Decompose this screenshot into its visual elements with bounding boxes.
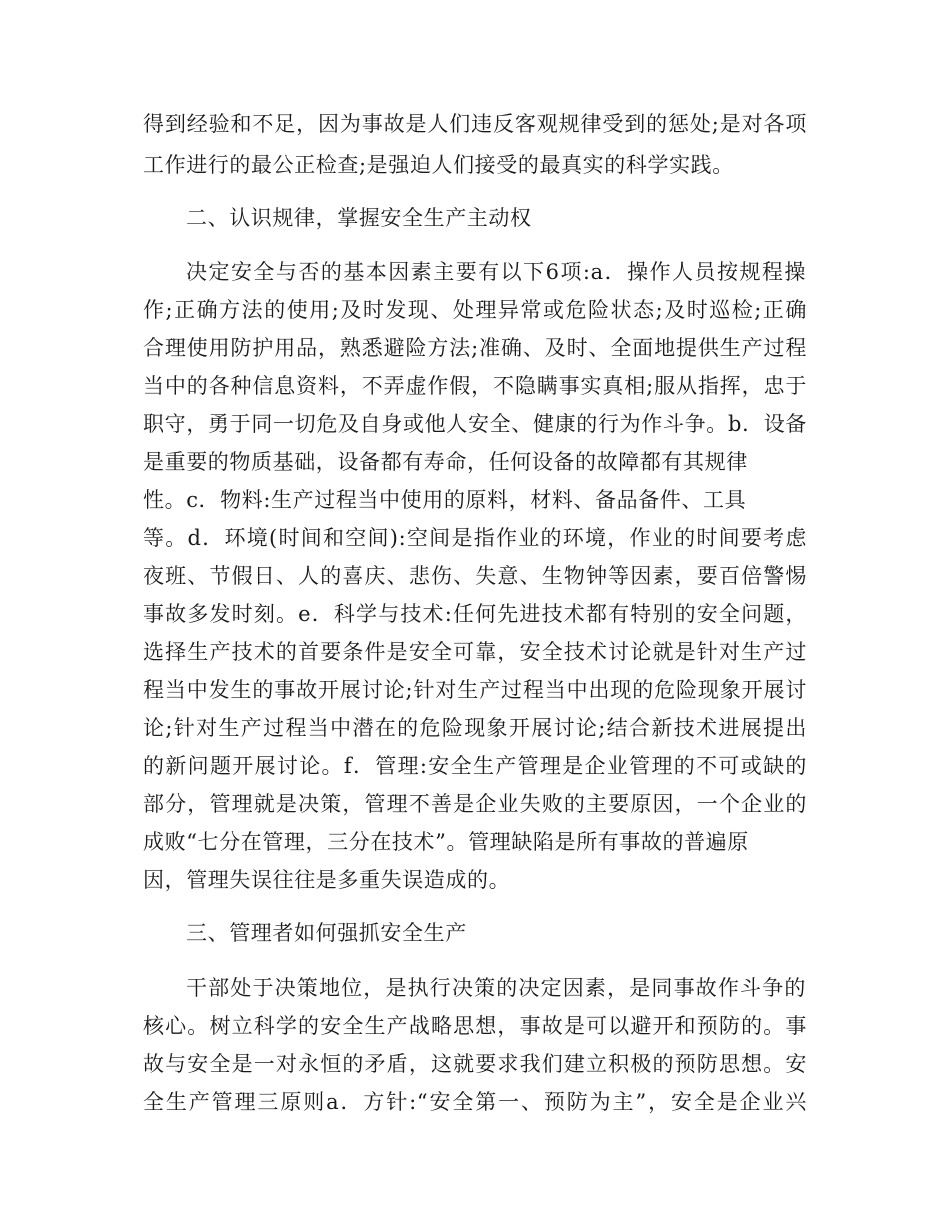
paragraph-line: 因，管理失误往往是多重失误造成的。 (143, 868, 511, 892)
paragraph-line: 是重要的物质基础，设备都有寿命，任何设备的故障都有其规律 (143, 450, 748, 474)
paragraph-line: 选择生产技术的首要条件是安全可靠，安全技术讨论就是针对生产过 (143, 640, 807, 664)
paragraph-line: 核心。树立科学的安全生产战略思想，事故是可以避开和预防的。事 (143, 1014, 807, 1038)
paragraph-line: 论;针对生产过程当中潜在的危险现象开展讨论;结合新技术进展提出 (143, 716, 807, 740)
paragraph-line: 工作进行的最公正检查;是强迫人们接受的最真实的科学实践。 (143, 153, 734, 177)
paragraph-line: 成败“七分在管理，三分在技术”。管理缺陷是所有事故的普遍原 (143, 830, 749, 854)
paragraph-line: 全生产管理三原则a．方针:“安全第一、预防为主”，安全是企业兴 (143, 1090, 807, 1114)
section-heading: 三、管理者如何强抓安全生产 (186, 921, 467, 945)
paragraph-line: 作;正确方法的使用;及时发现、处理异常或危险状态;及时巡检;正确 (143, 298, 807, 322)
paragraph-line: 程当中发生的事故开展讨论;针对生产过程当中出现的危险现象开展讨 (143, 678, 807, 702)
paragraph-line: 等。d．环境(时间和空间):空间是指作业的环境，作业的时间要考虑 (143, 526, 807, 550)
paragraph-line: 事故多发时刻。e．科学与技术:任何先进技术都有特别的安全问题， (143, 602, 807, 626)
paragraph-line: 当中的各种信息资料，不弄虚作假，不隐瞒事实真相;服从指挥，忠于 (143, 374, 807, 398)
paragraph-line: 部分，管理就是决策，管理不善是企业失败的主要原因，一个企业的 (143, 792, 807, 816)
paragraph-line: 得到经验和不足，因为事故是人们违反客观规律受到的惩处;是对各项 (143, 112, 807, 136)
paragraph-line: 夜班、节假日、人的喜庆、悲伤、失意、生物钟等因素，要百倍警惕 (143, 564, 807, 588)
section-heading: 二、认识规律，掌握安全生产主动权 (186, 206, 532, 230)
paragraph-line: 的新问题开展讨论。f．管理:安全生产管理是企业管理的不可或缺的 (143, 754, 807, 778)
paragraph-line: 决定安全与否的基本因素主要有以下6项:a．操作人员按规程操 (186, 260, 806, 284)
paragraph-line: 干部处于决策地位，是执行决策的决定因素，是同事故作斗争的 (186, 976, 806, 1000)
paragraph-line: 故与安全是一对永恒的矛盾，这就要求我们建立积极的预防思想。安 (143, 1052, 807, 1076)
paragraph-line: 性。c．物料:生产过程当中使用的原料，材料、备品备件、工具 (143, 488, 747, 512)
paragraph-line: 合理使用防护用品，熟悉避险方法;准确、及时、全面地提供生产过程 (143, 336, 807, 360)
paragraph-line: 职守，勇于同一切危及自身或他人安全、健康的行为作斗争。b．设备 (143, 412, 807, 436)
